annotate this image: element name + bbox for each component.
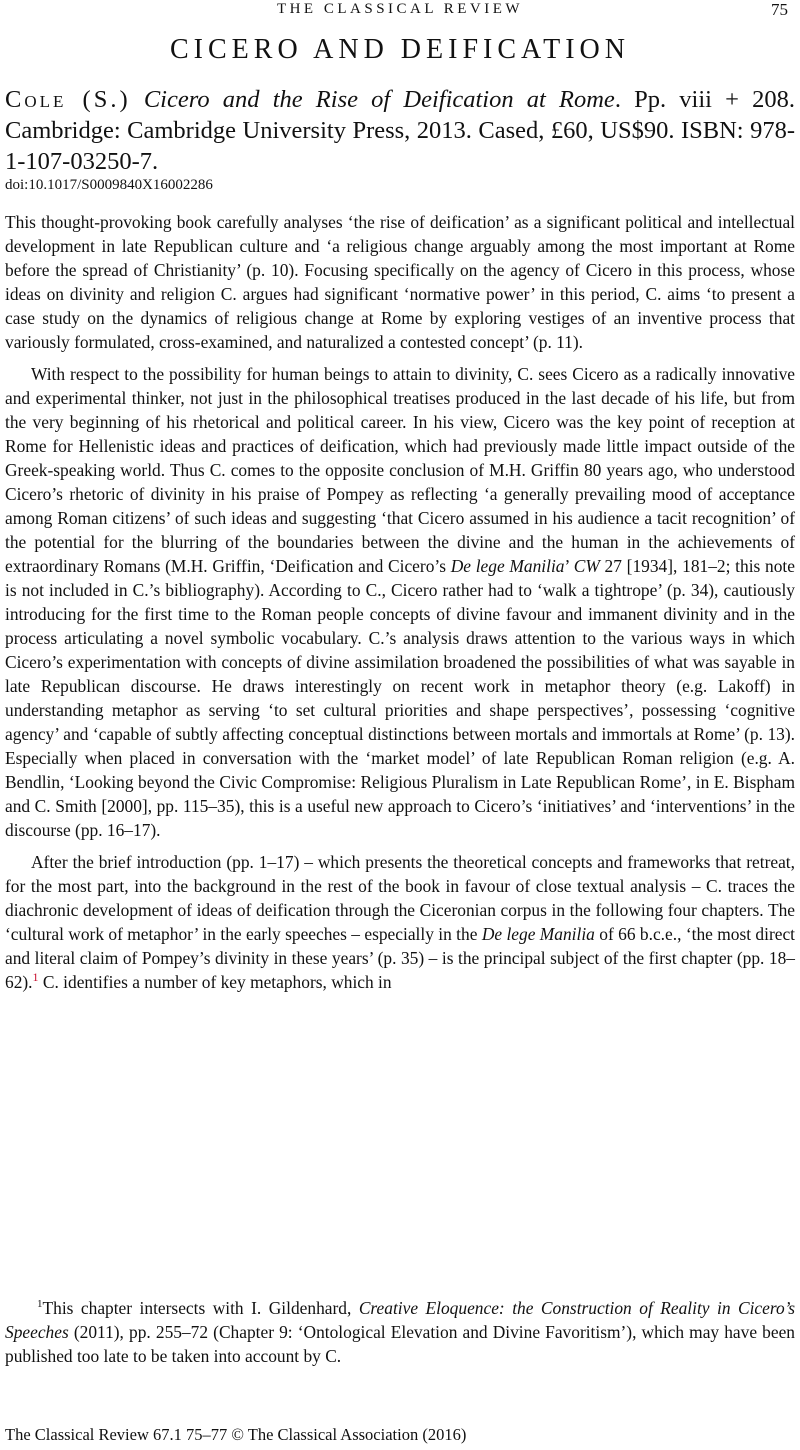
footnote-number: 1: [37, 1298, 43, 1311]
book-citation: [5, 84, 795, 177]
doi-link[interactable]: doi:10.1017/S0009840X16002286: [5, 177, 213, 193]
italic-journal-abbrev: CW: [573, 556, 600, 576]
running-title: THE CLASSICAL REVIEW: [276, 1, 524, 17]
page-number: 75: [771, 0, 788, 19]
footnote: $^1$This chapter intersects with I. Gildenhard, Creative Eloquence: the Construction of Reality in Cicero’s Speeches (2011), pp. 255–72 (Chapter 9: ‘Ontological Elevation and Divine Favoritism’), which may have been published too late to be taken into account by C.: [5, 1298, 796, 1366]
italic-work-title: Creative Eloquence: the Construction of Reality in Cicero’s Speeches: [5, 1298, 796, 1342]
article-title: CICERO AND DEIFICATION: [170, 34, 630, 65]
italic-work-title: De lege Manilia: [450, 556, 565, 576]
italic-work-title: De lege Manilia: [481, 924, 595, 944]
footnote-reference-link[interactable]: 1: [32, 970, 39, 985]
book-details: . Pp. viii + 208. Cambridge: Cambridge University Press, 2013. Cased, £60, US$90. ISBN: 978-1-107-03250-7.: [5, 86, 795, 175]
page-footer: The Classical Review 67.1 75–77 © The Classical Association (2016): [5, 1425, 467, 1444]
book-title: Cicero and the Rise of Deification at Rome: [143, 86, 615, 113]
running-head: [0, 0, 800, 22]
paragraph-3: After the brief introduction (pp. 1–17) – which presents the theoretical concepts and frameworks that retreat, for the most part, into the background in the rest of the book in favour of close textual analysis – C. traces the diachronic development of ideas of deification through the Ciceronian corpus in the following four chapters. The ‘cultural work of metaphor’ in the early speeches – especially in the De lege Manilia of 66 b.c.e., ‘the most direct and literal claim of Pompey’s divinity in these years’ (p. 35) – is the principal subject of the first chapter (pp. 18–62).$^1$ C. identifies a number of key metaphors, which in: [5, 852, 796, 992]
paragraph-2: With respect to the possibility for human beings to attain to divinity, C. sees Cicero as a radically innovative and experimental thinker, not just in the philosophical treatises produced in the last decade of his life, but from the very beginning of his rhetorical and political career. In his view, Cicero was the key point of reception at Rome for Hellenistic ideas and practices of deification, which had previously made little impact outside of the Greek-speaking world. Thus C. comes to the opposite conclusion of M.H. Griffin 80 years ago, who understood Cicero’s rhetoric of divinity in his praise of Pompey as reflecting ‘a generally prevailing mood of acceptance among Roman citizens’ of such ideas and suggesting ‘that Cicero assumed in his audience a tacit recognition’ of the potential for the blurring of the boundaries between the divine and the human in the achievements of extraordinary Romans (M.H. Griffin, ‘Deification and Cicero’s De lege Manilia’ CW 27 [1934], 181–2; this note is not included in C.’s bibliography). According to C., Cicero rather had to ‘walk a tightrope’ (p. 34), cautiously introducing for the first time to the Roman people concepts of divine favour and immanent divinity and in the process articulating a novel symbolic vocabulary. C.’s analysis draws attention to the various ways in which Cicero’s experimentation with concepts of divine assimilation broadened the possibilities of what was sayable in late Republican discourse. He draws interestingly on recent work in metaphor theory (e.g. Lakoff) in understanding metaphor as serving ‘to set cultural priorities and shape perspectives’, possessing ‘cognitive agency’ and ‘capable of subtly affecting conceptual distinctions between mortals and immortals at Rome’ (p. 13). Especially when placed in conversation with the ‘market model’ of late Republican Roman religion (e.g. A. Bendlin, ‘Looking beyond the Civic Compromise: Religious Pluralism in Late Republican Rome’, in E. Bispham and C. Smith [2000], pp. 115–35), this is a useful new approach to Cicero’s ‘initiatives’ and ‘interventions’ in the discourse (pp. 16–17).: [5, 364, 795, 840]
review-body: [5, 210, 795, 1002]
paragraph-1: This thought-provoking book carefully analyses ‘the rise of deification’ as a significant political and intellectual development in late Republican culture and ‘a religious change arguably among the most important at Rome before the spread of Christianity’ (p. 10). Focusing specifically on the agency of Cicero in this process, whose ideas on divinity and religion C. argues had significant ‘normative power’ in this period, C. aims ‘to present a case study on the dynamics of religious change at Rome by exploring vestiges of an inventive process that variously formulated, cross-examined, and naturalized a contested concept’ (p. 11).: [5, 212, 795, 352]
author-name: Cole (S.): [5, 86, 131, 113]
era-abbrev: b.c.e.: [639, 924, 678, 944]
